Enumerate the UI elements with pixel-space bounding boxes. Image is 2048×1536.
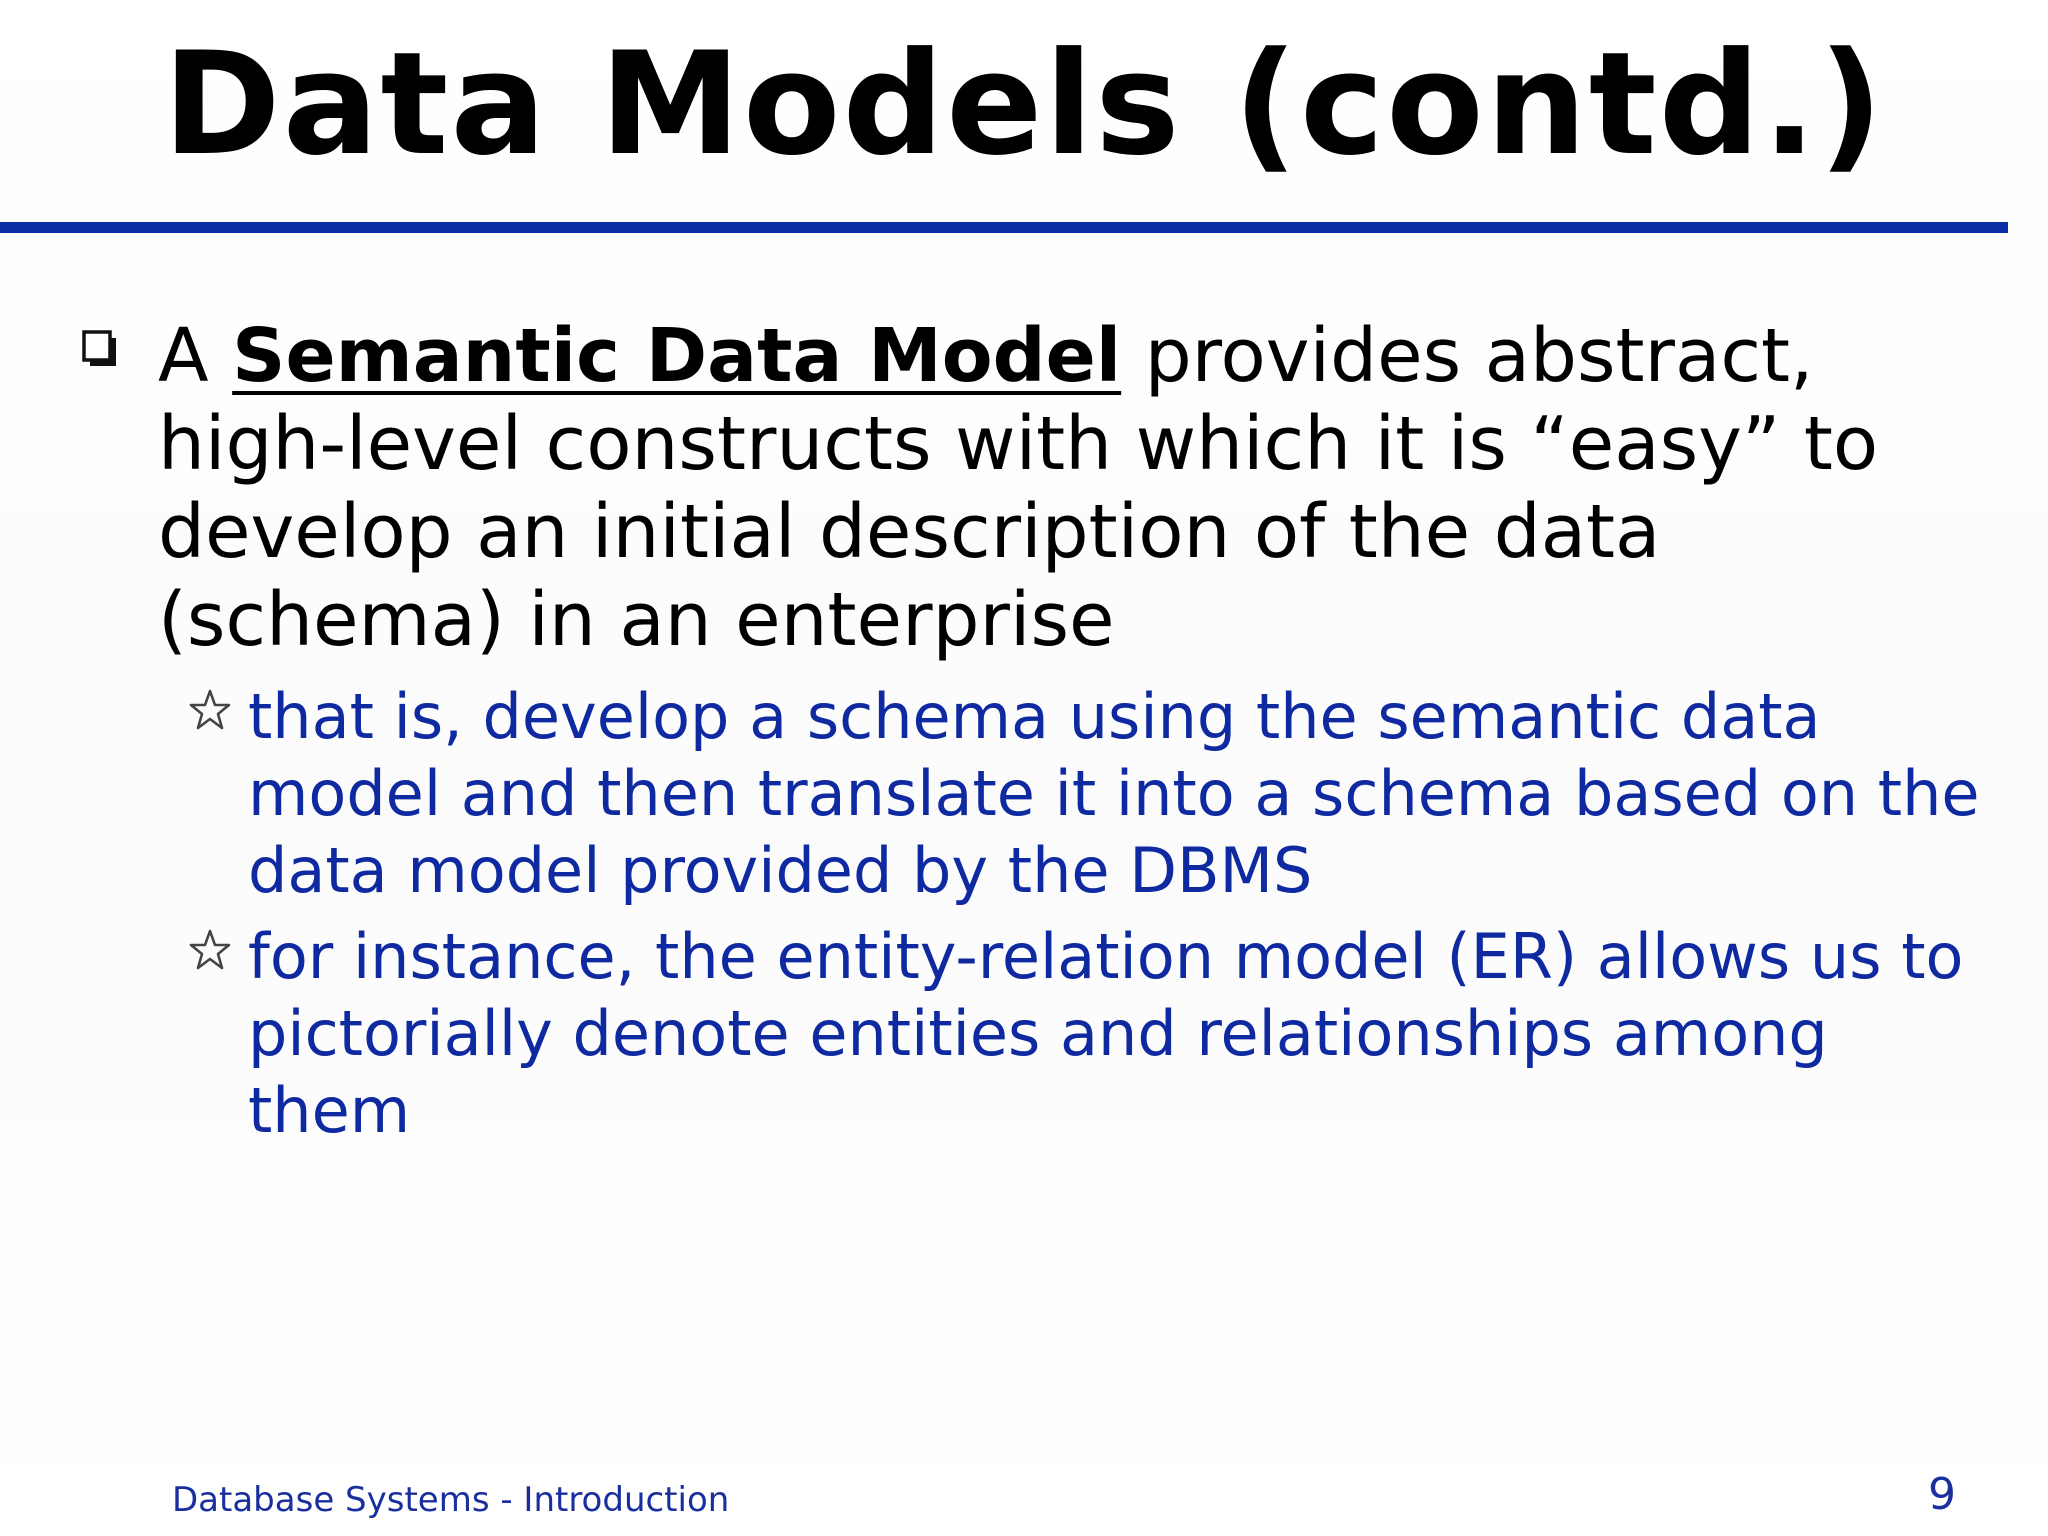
main-bullet-text bbox=[158, 312, 1958, 664]
semantic-data-model-term: Semantic Data Model bbox=[232, 313, 1122, 399]
slide-title: Data Models (contd.) bbox=[162, 22, 1886, 187]
checkbox-square-icon bbox=[82, 330, 118, 368]
sub-bullet-text: that is, develop a schema using the semantic data model and then translate it into a schema based on the data model provided by the DBMS bbox=[248, 680, 1980, 907]
sub-bullet-text: for instance, the entity-relation model (ER) allows us to pictorially denote entities and relationships among them bbox=[248, 920, 1964, 1147]
star-outline-icon bbox=[188, 688, 232, 732]
footer-course-title: Database Systems - Introduction bbox=[172, 1480, 730, 1520]
star-outline-icon bbox=[188, 928, 232, 972]
title-divider bbox=[0, 222, 2008, 233]
page-number: 9 bbox=[1928, 1469, 1956, 1520]
main-bullet-prefix: A bbox=[158, 313, 233, 399]
main-bullet-body: provides abstract, high-level constructs with which it is “easy” to develop an initial description of the data (schema) in an enterprise bbox=[158, 313, 1879, 663]
